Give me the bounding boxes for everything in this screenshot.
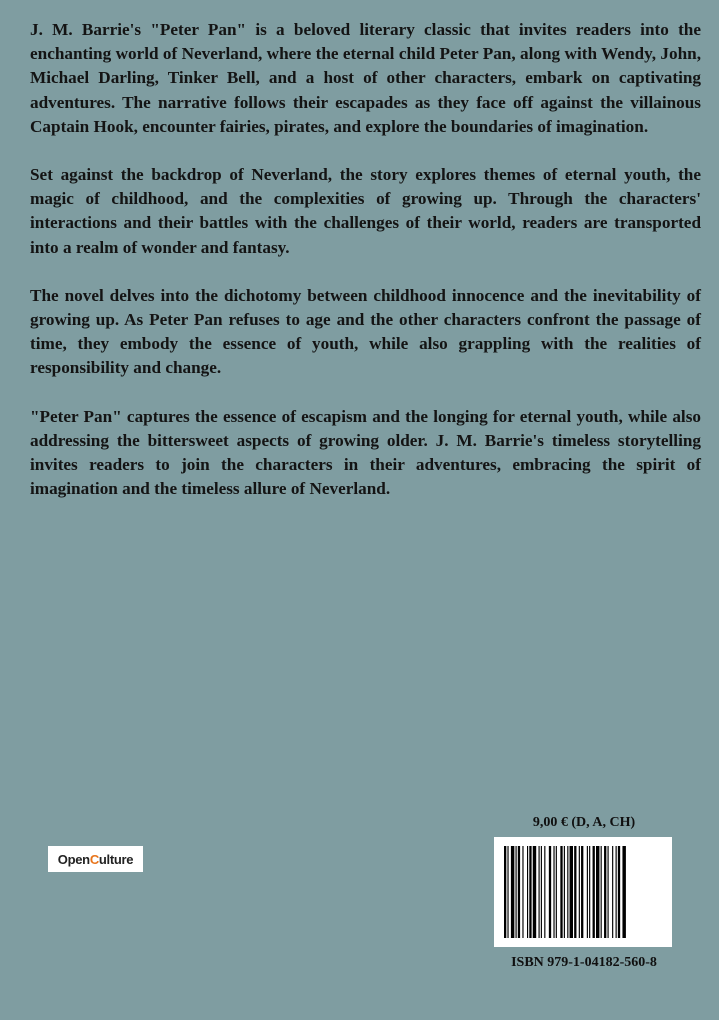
- barcode-bar: [608, 846, 609, 938]
- publisher-logo: [48, 846, 143, 872]
- barcode-bar: [511, 846, 514, 938]
- barcode-bar: [601, 846, 602, 938]
- barcode-bar: [581, 846, 583, 938]
- barcode-bar: [574, 846, 576, 938]
- barcode-bar: [553, 846, 554, 938]
- barcode-bar: [504, 846, 506, 938]
- barcode-bar: [618, 846, 620, 938]
- barcode-bar: [560, 846, 562, 938]
- barcode-bar: [527, 846, 528, 938]
- blurb-paragraph-2: Set against the backdrop of Neverland, the story explores themes of eternal youth, the magic of childhood, and the complexities of growing up. Through the characters' interactions and their battles with the challenges of their world, readers are transported into a realm of wonder and fantasy.: [30, 165, 701, 257]
- barcode-bar: [549, 846, 551, 938]
- barcode-bar: [589, 846, 590, 938]
- barcode-bar: [518, 846, 520, 938]
- barcode-bar: [564, 846, 565, 938]
- barcode-bar: [593, 846, 595, 938]
- back-cover-blurb: [30, 18, 701, 525]
- barcode-bar: [522, 846, 523, 938]
- isbn-label: ISBN 979-1-04182-560-8: [511, 955, 657, 970]
- barcode-bar: [539, 846, 540, 938]
- barcode-bar: [556, 846, 557, 938]
- barcode-bar: [570, 846, 573, 938]
- barcode-bar: [604, 846, 606, 938]
- barcode-bar: [596, 846, 599, 938]
- barcode-bar: [567, 846, 568, 938]
- barcode-bar: [533, 846, 536, 938]
- blurb-paragraph-1: J. M. Barrie's "Peter Pan" is a beloved literary classic that invites readers into the enchanting world of Neverland, where the eternal child Peter Pan, along with Wendy, John, Michael Darling, Tinker Bell, and a host of other characters, embark on captivating adventures. The narrative follows their escapades as they face off against the villainous Captain Hook, encounter fairies, pirates, and explore the boundaries of imagination.: [30, 20, 701, 136]
- barcode: [494, 837, 672, 947]
- barcode-bar: [516, 846, 517, 938]
- publisher-logo-text: OpenCulture: [57, 851, 134, 867]
- barcode-bar: [507, 846, 508, 938]
- barcode-bar: [612, 846, 613, 938]
- blurb-paragraph-3: The novel delves into the dichotomy between childhood innocence and the inevitability of growing up. As Peter Pan refuses to age and the other characters confront the passage of time, they embody the essence of youth, while also grappling with the realities of responsibility and change.: [30, 285, 701, 378]
- barcode-bar: [544, 846, 545, 938]
- barcode-bar: [587, 846, 588, 938]
- blurb-paragraph-4: "Peter Pan" captures the essence of escapism and the longing for eternal youth, while also addressing the bittersweet aspects of growing older. J. M. Barrie's timeless storytelling invites readers to join the characters in their adventures, embracing the spirit of imagination and the timeless allure of Neverland.: [30, 406, 701, 499]
- barcode-bars: [504, 846, 662, 938]
- barcode-bar: [529, 846, 531, 938]
- barcode-bar: [616, 846, 617, 938]
- price-label: 9,00 € (D, A, CH): [532, 815, 636, 830]
- barcode-bar: [541, 846, 542, 938]
- barcode-bar: [622, 846, 625, 938]
- barcode-bar: [579, 846, 580, 938]
